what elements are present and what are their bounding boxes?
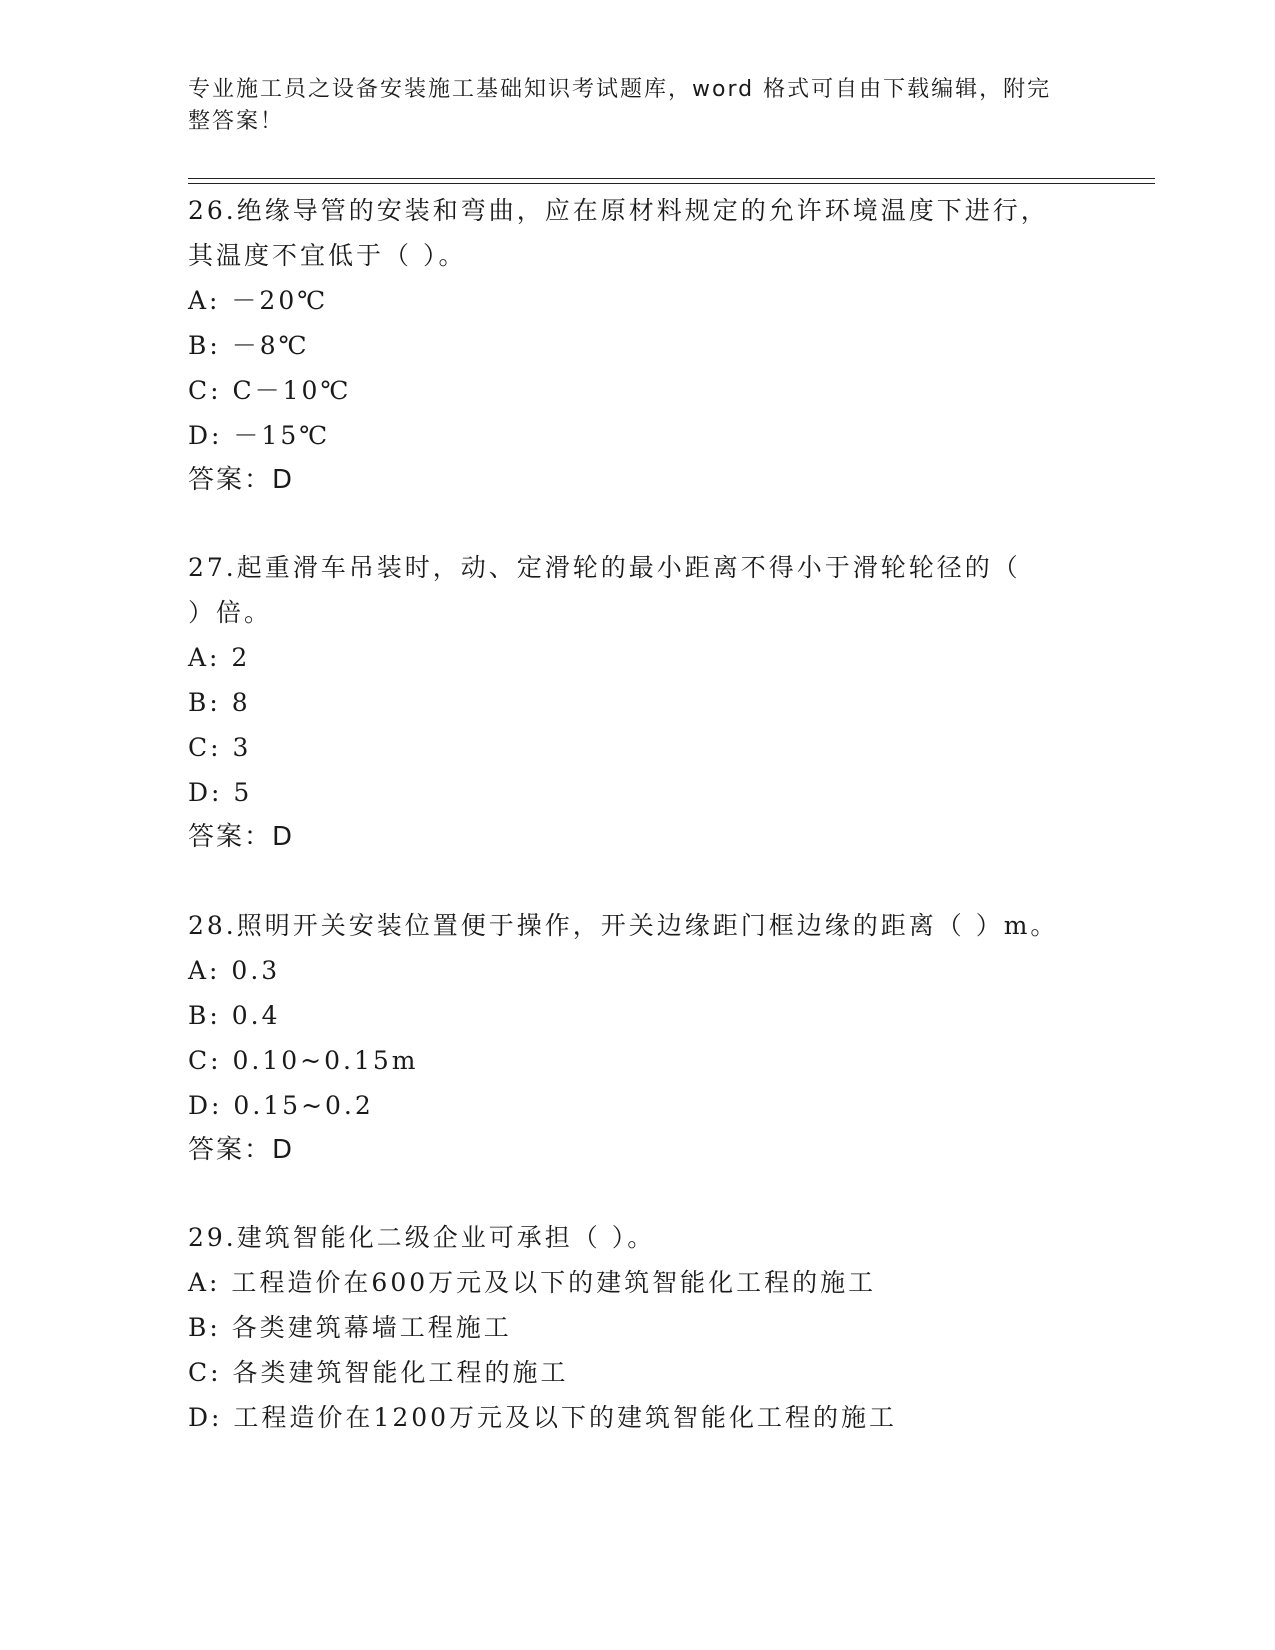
question-stem: 26.绝缘导管的安装和弯曲，应在原材料规定的允许环境温度下进行，: [188, 196, 1049, 225]
question-27: [188, 545, 1088, 860]
header-divider-bottom: [188, 183, 1155, 184]
option-b: B: －8℃: [188, 331, 310, 360]
answer: 答案：D: [188, 465, 295, 495]
option-d: D: 5: [188, 778, 253, 807]
header-line-1: 专业施工员之设备安装施工基础知识考试题库，word 格式可自由下载编辑，附完: [188, 77, 1052, 102]
question-stem-continued: 其温度不宜低于（ ）。: [188, 241, 467, 270]
option-a: A: －20℃: [188, 286, 329, 315]
question-stem: 27.起重滑车吊装时，动、定滑轮的最小距离不得小于滑轮轮径的（: [188, 553, 1021, 582]
option-a: A: 工程造价在600万元及以下的建筑智能化工程的施工: [188, 1268, 877, 1297]
question-28: [188, 903, 1088, 1173]
question-stem-continued: ）倍。: [188, 598, 273, 627]
option-a: A: 0.3: [188, 956, 281, 985]
option-c: C: C－10℃: [188, 376, 352, 405]
option-c: C: 3: [188, 733, 252, 762]
document-header: [188, 74, 1068, 138]
header-line-2: 整答案！: [188, 109, 285, 134]
answer: 答案：D: [188, 822, 295, 852]
question-29: [188, 1215, 1088, 1440]
option-c: C: 各类建筑智能化工程的施工: [188, 1358, 569, 1387]
header-divider-top: [188, 178, 1155, 179]
option-a: A: 2: [188, 643, 251, 672]
option-d: D: 工程造价在1200万元及以下的建筑智能化工程的施工: [188, 1403, 898, 1432]
option-b: B: 各类建筑幕墙工程施工: [188, 1313, 512, 1342]
option-c: C: 0.10~0.15m: [188, 1046, 419, 1075]
option-b: B: 8: [188, 688, 251, 717]
question-stem: 29.建筑智能化二级企业可承担（ ）。: [188, 1223, 656, 1252]
answer: 答案：D: [188, 1135, 295, 1165]
question-stem: 28.照明开关安装位置便于操作，开关边缘距门框边缘的距离（ ）m。: [188, 911, 1059, 940]
option-d: D: 0.15~0.2: [188, 1091, 374, 1120]
option-d: D: －15℃: [188, 421, 331, 450]
question-26: [188, 188, 1088, 503]
option-b: B: 0.4: [188, 1001, 281, 1030]
